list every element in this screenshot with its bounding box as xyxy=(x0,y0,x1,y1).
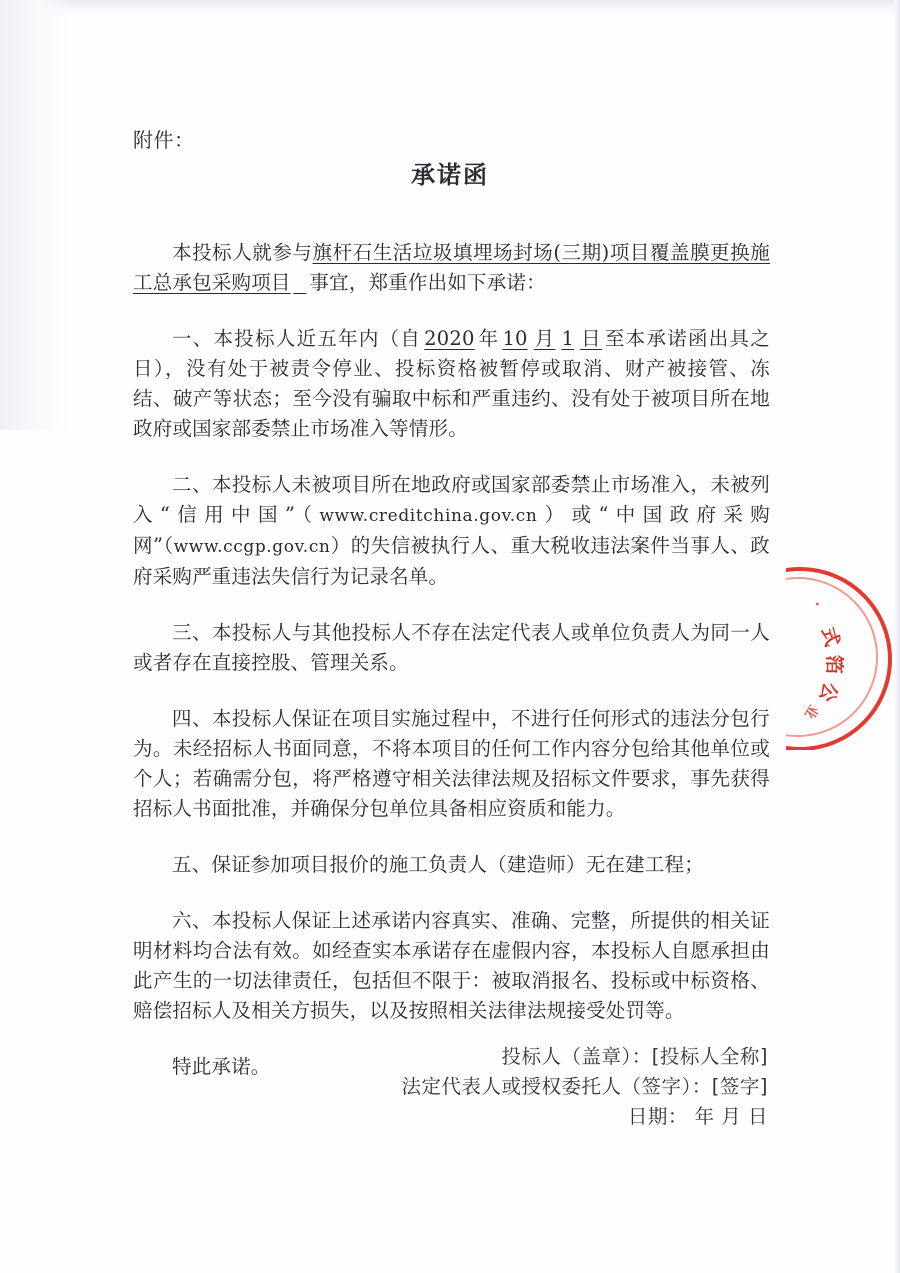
clause-1-month: 10 xyxy=(502,327,528,350)
project-name: 旗杆石生活垃圾填埋场封场(三期)项目覆盖膜更换施工总承包采购项目 xyxy=(133,241,771,294)
document-body xyxy=(133,238,770,1102)
clause-2-text-a: 本投标人未被项目所在地政府或国家部委禁止市场准入，未被列入“信用中国”（ xyxy=(133,473,770,526)
clause-1-prefix: 本投标人近五年内（自 xyxy=(213,327,422,350)
signature-block xyxy=(300,1042,768,1132)
scan-shadow-left xyxy=(0,0,70,430)
clause-2-text-b: ）或“中国政府采购网”（ xyxy=(133,503,770,557)
clause-1-marker: 一、 xyxy=(172,327,214,350)
seal-glyph-2: 式 xyxy=(816,624,844,650)
date-line: 日期： 年 月 日 xyxy=(627,1105,768,1128)
clause-3-marker: 三、 xyxy=(172,621,212,644)
bidder-seal-line: 投标人（盖章）：[投标人全称] xyxy=(501,1045,768,1068)
seal-glyph-5: 业 xyxy=(801,701,821,721)
closing-statement: 特此承诺。 xyxy=(172,1055,271,1078)
project-name-blank-tail xyxy=(291,271,310,294)
clause-1-day: 1 xyxy=(561,327,575,350)
clause-1-year-unit: 年 xyxy=(477,327,500,350)
intro-lead: 本投标人就参与 xyxy=(172,241,313,264)
clause-4-marker: 四、 xyxy=(172,707,212,730)
seal-glyph-4: 公 xyxy=(814,679,842,705)
clause-1 xyxy=(133,324,770,444)
clause-2 xyxy=(133,470,770,592)
seal-glyph-3: 箔 xyxy=(823,654,846,675)
clause-2-marker: 二、 xyxy=(172,473,212,496)
clause-4 xyxy=(133,704,770,824)
clause-1-month-unit: 月 xyxy=(533,327,556,350)
creditchina-url: www.creditchina.gov.cn xyxy=(319,506,538,526)
legal-representative-line: 法定代表人或授权委托人（签字）：[签字] xyxy=(401,1075,768,1098)
clause-4-text: 本投标人保证在项目实施过程中，不进行任何形式的违法分包行为。未经招标人书面同意，不将本项目的任何工作内容分包给其他单位或个人；若确需分包，将严格遵守相关法律法规及招标文件要求，事先获得招标人书面批准，并确保分包单位具备相应资质和能力。 xyxy=(133,707,770,820)
seal-inner-ring xyxy=(786,569,886,745)
clause-1-day-unit: 日 xyxy=(580,327,602,350)
intro-tail: 事宜，郑重作出如下承诺： xyxy=(309,271,546,294)
clause-6 xyxy=(133,906,770,1026)
clause-2-text-c: ）的失信被执行人、重大税收违法案件当事人、政府采购严重违法失信行为记录名单。 xyxy=(133,534,770,588)
ccgp-url: www.ccgp.gov.cn xyxy=(173,537,331,557)
page-title: 承诺函 xyxy=(411,160,489,189)
seal-outer-ring xyxy=(786,565,900,750)
clause-5-text: 保证参加项目报价的施工负责人（建造师）无在建工程； xyxy=(211,853,704,876)
clause-1-year: 2020 xyxy=(424,327,475,350)
attachment-label: 附件： xyxy=(133,128,195,152)
clause-5-marker: 五、 xyxy=(172,853,212,876)
clause-6-marker: 六、 xyxy=(172,909,212,932)
seal-glyph-1: · xyxy=(808,598,825,611)
scan-shadow-top xyxy=(0,0,900,18)
scan-shadow-right xyxy=(893,0,900,1273)
intro-paragraph xyxy=(133,238,770,298)
company-seal xyxy=(786,565,900,750)
clause-3 xyxy=(133,618,770,678)
clause-6-text: 本投标人保证上述承诺内容真实、准确、完整，所提供的相关证明材料均合法有效。如经查实本承诺存在虚假内容，本投标人自愿承担由此产生的一切法律责任，包括但不限于：被取消报名、投标或中标资格、赔偿招标人及相关方损失，以及按照相关法律法规接受处罚等。 xyxy=(133,909,770,1022)
clause-5 xyxy=(133,850,770,880)
seal-text-ring xyxy=(786,571,878,735)
clause-3-text: 本投标人与其他投标人不存在法定代表人或单位负责人为同一人或者存在直接控股、管理关系。 xyxy=(133,621,770,674)
clause-1-suffix: 至本承诺函出具之日），没有处于被责令停业、投标资格被暂停或取消、财产被接管、冻结、破产等状态；至今没有骗取中标和严重违约、没有处于被项目所在地政府或国家部委禁止市场准入等情形。 xyxy=(133,327,770,440)
